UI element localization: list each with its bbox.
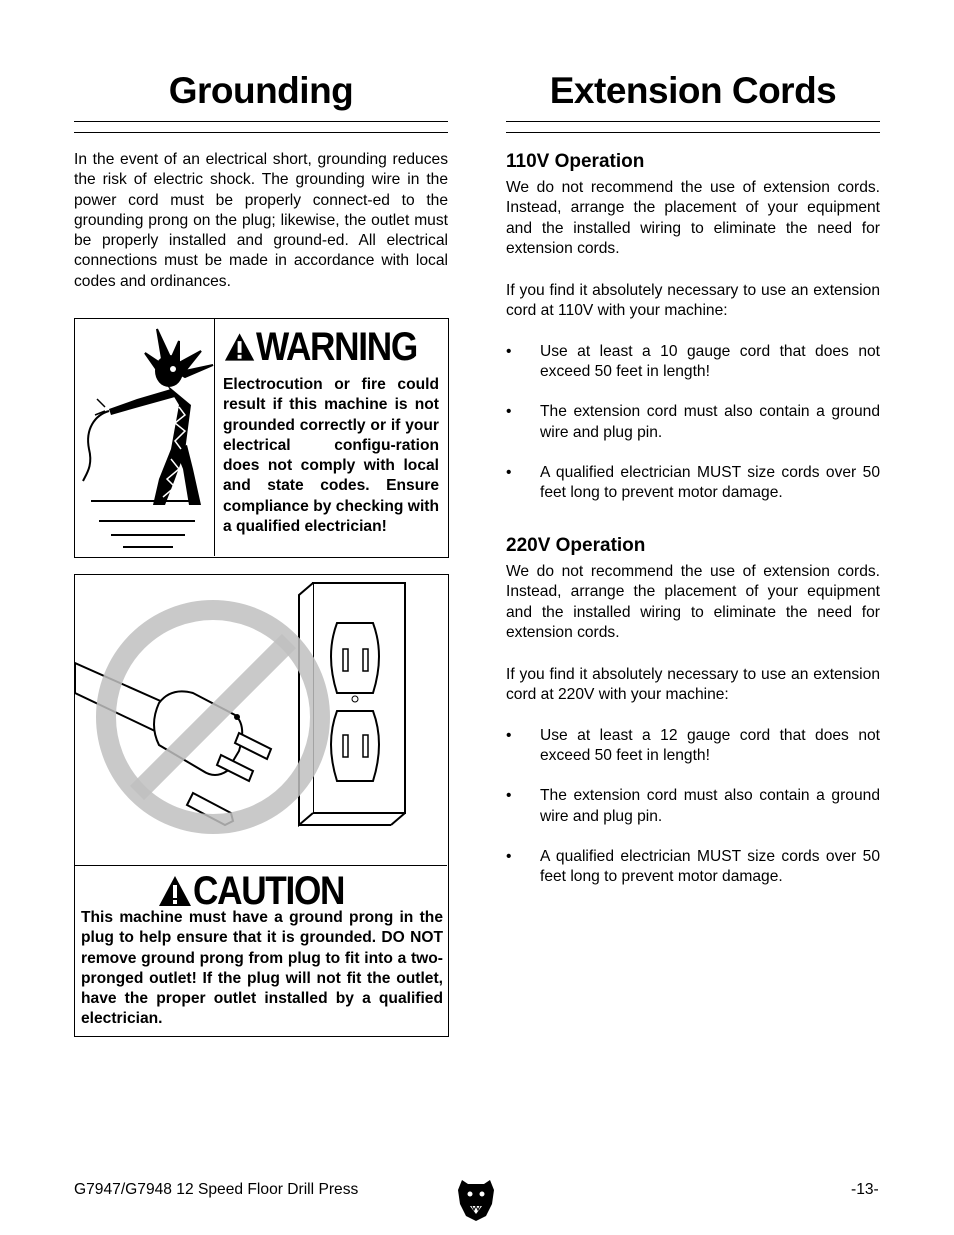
caution-text: This machine must have a ground prong in the plug to help ensure that it is grounded. DO NOT remove ground prong from plug to fit into a two-pronged outlet! If the plug will not fit the outlet, have the proper outlet installed by a qualified electrician. (81, 909, 443, 1028)
warning-triangle-icon (223, 331, 256, 363)
warning-signal-word: WARNING (256, 325, 418, 369)
footer-model: G7947/G7948 12 Speed Floor Drill Press (74, 1181, 359, 1198)
bullet-list (506, 726, 880, 888)
warning-header (223, 327, 439, 367)
list-item: • The extension cord must also contain a ground wire and plug pin. (506, 787, 880, 825)
title-rule (506, 121, 880, 133)
list-item: • Use at least a 10 gauge cord that does not exceed 50 feet in length! (506, 342, 880, 381)
section-paragraph: We do not recommend the use of extension cords. Instead, arrange the placement of your equipment and the installed wiring to eliminate the need for extension cords. (506, 179, 880, 257)
electrocution-illustration (75, 319, 215, 556)
section-heading: 110V Operation (506, 151, 645, 172)
list-item: • Use at least a 12 gauge cord that does not exceed 50 feet in length! (506, 726, 880, 765)
grounding-title: Grounding (168, 70, 354, 111)
caution-box (74, 574, 449, 1037)
list-item: • A qualified electrician MUST size cords over 50 feet long to prevent motor damage. (506, 847, 880, 886)
section-paragraph: We do not recommend the use of extension cords. Instead, arrange the placement of your equipment and the installed wiring to eliminate the need for extension cords. (506, 563, 880, 641)
warning-text: Electrocution or fire could result if this machine is not grounded correctly or if your electrical configu-ration does not comply with local and state codes. Ensure compliance by checking with a qualified electrician! (223, 376, 439, 536)
warning-content (223, 327, 439, 537)
warning-box (74, 318, 449, 558)
title-rule (74, 121, 448, 133)
bullet-list (506, 342, 880, 504)
extension-cords-title: Extension Cords (549, 70, 837, 111)
electrocution-icon (75, 319, 214, 556)
bear-logo (456, 1176, 496, 1222)
bear-head-icon (456, 1176, 496, 1222)
plug-outlet-icon (75, 575, 447, 865)
caution-triangle-icon (157, 874, 193, 908)
list-item: • A qualified electrician MUST size cords over 50 feet long to prevent motor damage. (506, 463, 880, 502)
footer-page-number: -13- (851, 1181, 879, 1198)
section-heading: 220V Operation (506, 535, 646, 556)
section-220v (506, 534, 880, 888)
section-paragraph: If you find it absolutely necessary to use an extension cord at 220V with your machine: (506, 666, 880, 704)
section-paragraph: If you find it absolutely necessary to use an extension cord at 110V with your machine: (506, 282, 880, 320)
caution-header (75, 871, 447, 911)
plug-illustration (75, 575, 447, 866)
list-item: • The extension cord must also contain a ground wire and plug pin. (506, 403, 880, 441)
section-110v (506, 150, 880, 504)
grounding-intro: In the event of an electrical short, grounding reduces the risk of electric shock. The grounding wire in the power cord must be properly connect-ed to the grounding prong on the plug; likewise, the outlet must be properly installed and ground-ed. All electrical connections must be made in accordance with local codes and ordinances. (74, 151, 448, 290)
caution-signal-word: CAUTION (193, 869, 345, 913)
